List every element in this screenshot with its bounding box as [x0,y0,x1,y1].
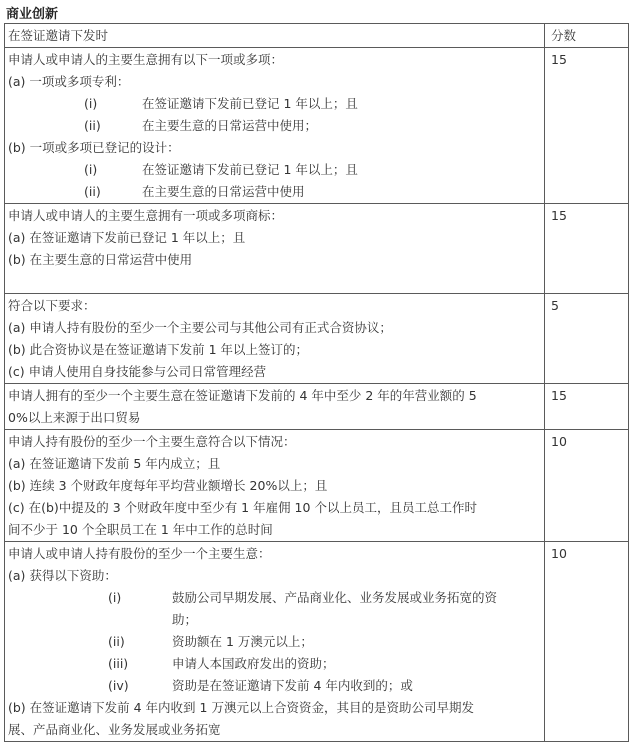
sub-item-text: 资助额在 1 万澳元以上； [172,634,313,649]
criteria-line: 间不少于 10 个全职员工在 1 年中工作的总时间 [8,522,273,537]
criteria-line: 申请人或申请人持有股份的至少一个主要生意： [8,546,271,561]
table-row [5,204,629,294]
criteria-line: 申请人或申请人的主要生意拥有以下一项或多项： [8,52,284,67]
sub-item [8,675,541,697]
criteria-cell [5,294,545,384]
table-row [5,294,629,384]
sub-item [8,159,541,181]
sub-item-text: 资助是在签证邀请下发前 4 年内收到的；或 [172,678,413,693]
sub-item-number: (ii) [84,184,101,199]
sub-item-text: 申请人本国政府发出的资助； [172,656,335,671]
sub-item-text: 在主要生意的日常运营中使用 [142,184,305,199]
sub-item [8,181,541,203]
score-cell: 10 [545,430,629,542]
table-row [5,542,629,742]
criteria-line: 申请人持有股份的至少一个主要生意符合以下情况： [8,434,296,449]
sub-item-number: (ii) [84,118,101,133]
criteria-table [4,23,629,742]
sub-item-text: 在主要生意的日常运营中使用； [142,118,318,133]
criteria-line: (a) 获得以下资助： [8,568,117,583]
criteria-line: (a) 在签证邀请下发前已登记 1 年以上；且 [8,230,246,245]
sub-item [8,93,541,115]
sub-item-number: (iii) [108,656,129,671]
criteria-cell [5,542,545,742]
table-row [5,384,629,430]
criteria-line: 符合以下要求： [8,298,96,313]
criteria-line: 0%以上来源于出口贸易 [8,410,141,425]
sub-item-text-line: 助； [172,612,198,627]
table-header-row [5,24,629,48]
sub-item-text: 在签证邀请下发前已登记 1 年以上；且 [142,96,358,111]
criteria-line: 申请人拥有的至少一个主要生意在签证邀请下发前的 4 年中至少 2 年的年营业额的 5 [8,388,477,403]
header-criteria: 在签证邀请下发时 [5,24,545,48]
table-row [5,48,629,204]
sub-item [8,587,541,631]
criteria-line: (a) 在签证邀请下发前 5 年内成立；且 [8,456,221,471]
criteria-line: (b) 在主要生意的日常运营中使用 [8,252,193,267]
sub-item [8,631,541,653]
criteria-cell [5,48,545,204]
section-title: 商业创新 [6,7,59,22]
criteria-cell [5,204,545,294]
sub-item-text-line: 鼓励公司早期发展、产品商业化、业务发展或业务拓宽的资 [172,590,498,605]
criteria-cell [5,384,545,430]
table-row [5,430,629,542]
sub-item-number: (ii) [108,634,125,649]
score-cell: 15 [545,48,629,204]
criteria-line: 展、产品商业化、业务发展或业务拓宽 [8,722,221,737]
sub-item-number: (iv) [108,678,129,693]
sub-item [8,653,541,675]
sub-item-number: (i) [108,590,122,605]
score-cell: 10 [545,542,629,742]
score-cell: 15 [545,384,629,430]
header-score: 分数 [545,24,629,48]
criteria-line: (b) 在签证邀请下发前 4 年内收到 1 万澳元以上合资资金，其目的是资助公司早期发 [8,700,474,715]
criteria-line: (a) 申请人持有股份的至少一个主要公司与其他公司有正式合资协议； [8,320,392,335]
score-cell: 15 [545,204,629,294]
sub-item-text [172,587,541,631]
sub-item-text: 在签证邀请下发前已登记 1 年以上；且 [142,162,358,177]
sub-item-number: (i) [84,96,98,111]
criteria-line: (c) 申请人使用自身技能参与公司日常管理经营 [8,364,267,379]
criteria-line: (b) 一项或多项已登记的设计： [8,140,180,155]
score-cell: 5 [545,294,629,384]
criteria-line: (b) 连续 3 个财政年度每年平均营业额增长 20%以上；且 [8,478,328,493]
sub-item [8,115,541,137]
criteria-line: (a) 一项或多项专利： [8,74,130,89]
criteria-line: (c) 在(b)中提及的 3 个财政年度中至少有 1 年雇佣 10 个以上员工，且员工总工作时 [8,500,477,515]
criteria-line: (b) 此合资协议是在签证邀请下发前 1 年以上签订的； [8,342,309,357]
criteria-line: 申请人或申请人的主要生意拥有一项或多项商标： [8,208,284,223]
criteria-cell [5,430,545,542]
sub-item-number: (i) [84,162,98,177]
